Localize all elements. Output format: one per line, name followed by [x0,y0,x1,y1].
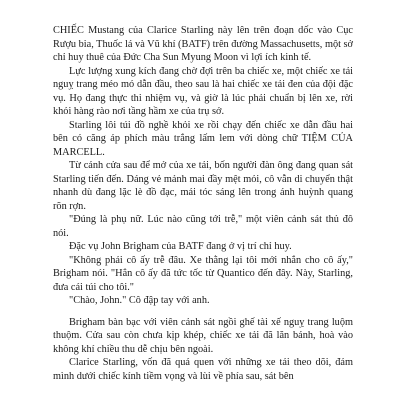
paragraph-5: "Đúng là phụ nữ. Lúc nào cũng tới trễ," một viên cảnh sát thủ đô nói. [53,214,353,239]
paragraph-6: Đặc vụ John Brigham của BATF đang ở vị trí chỉ huy. [69,241,292,252]
paragraph-9: Brigham bàn bạc với viên cảnh sát ngồi ghế tài xế nguỵ trang luộm thuộm. Cửa sau còn chưa kịp khép, chiếc xe tải đã lăn bánh, hoà vào không khí chiều thu dễ chịu bên ngoài. [53,316,353,355]
paragraph-3: Starling lôi túi đồ nghề khỏi xe rồi chạy đến chiếc xe dẫn đầu hai bên có căng áp phích màu trắng lấm lem với dòng chữ TIỆM CỦA MARCELL. [53,119,353,158]
paragraph-8: "Chào, John." Cô đập tay với anh. [69,295,210,306]
paragraph-4: Từ cánh cửa sau để mở của xe tải, bốn người đàn ông đang quan sát Starling tiến đến. Dáng vẻ mảnh mai đầy mệt mỏi, cô vẫn di chuyển thật nhanh dù đang lặc lè đồ đạc, mái tóc sáng lên trong ánh huỳnh quang rõn rợn. [53,160,353,212]
paragraph-1: CHIẾC Mustang của Clarice Starling này lên trên đoạn dốc vào Cục Rượu bia, Thuốc lá và Vũ khí (BATF) trên đường Massachusetts, một sở chỉ huy thuê của Đức Cha Sun Myung Moon vì lợi ích kinh tế. [53,25,353,63]
paragraph-gap [53,308,353,316]
paragraph-2: Lực lượng xung kích đang chờ đợi trên ba chiếc xe, một chiếc xe tải nguỵ trang méo mó dẫn đầu, theo sau là hai chiếc xe tải đen của đội đặc vụ. Họ đang thực thi nhiệm vụ, và giờ là lúc phải chuẩn bị lên xe, rời khỏi hàng rào nơi tầng hầm xe của trụ sở. [53,65,353,117]
paragraph-7: "Không phải cô ấy trễ đâu. Xe thằng lại tôi mới nhắn cho cô ấy," Brigham nói. "Hẳn cô ấy đã tức tốc từ Quantico đến đây. Này, Starling, đưa cái túi cho tôi." [53,254,353,293]
body-text [53,24,353,383]
paragraph-10: Clarice Starling, vốn đã quá quen với những xe tải theo dõi, đảm mình dưới chiếc kính tiềm vọng và lùi về phía sau, sát bên [53,357,353,382]
